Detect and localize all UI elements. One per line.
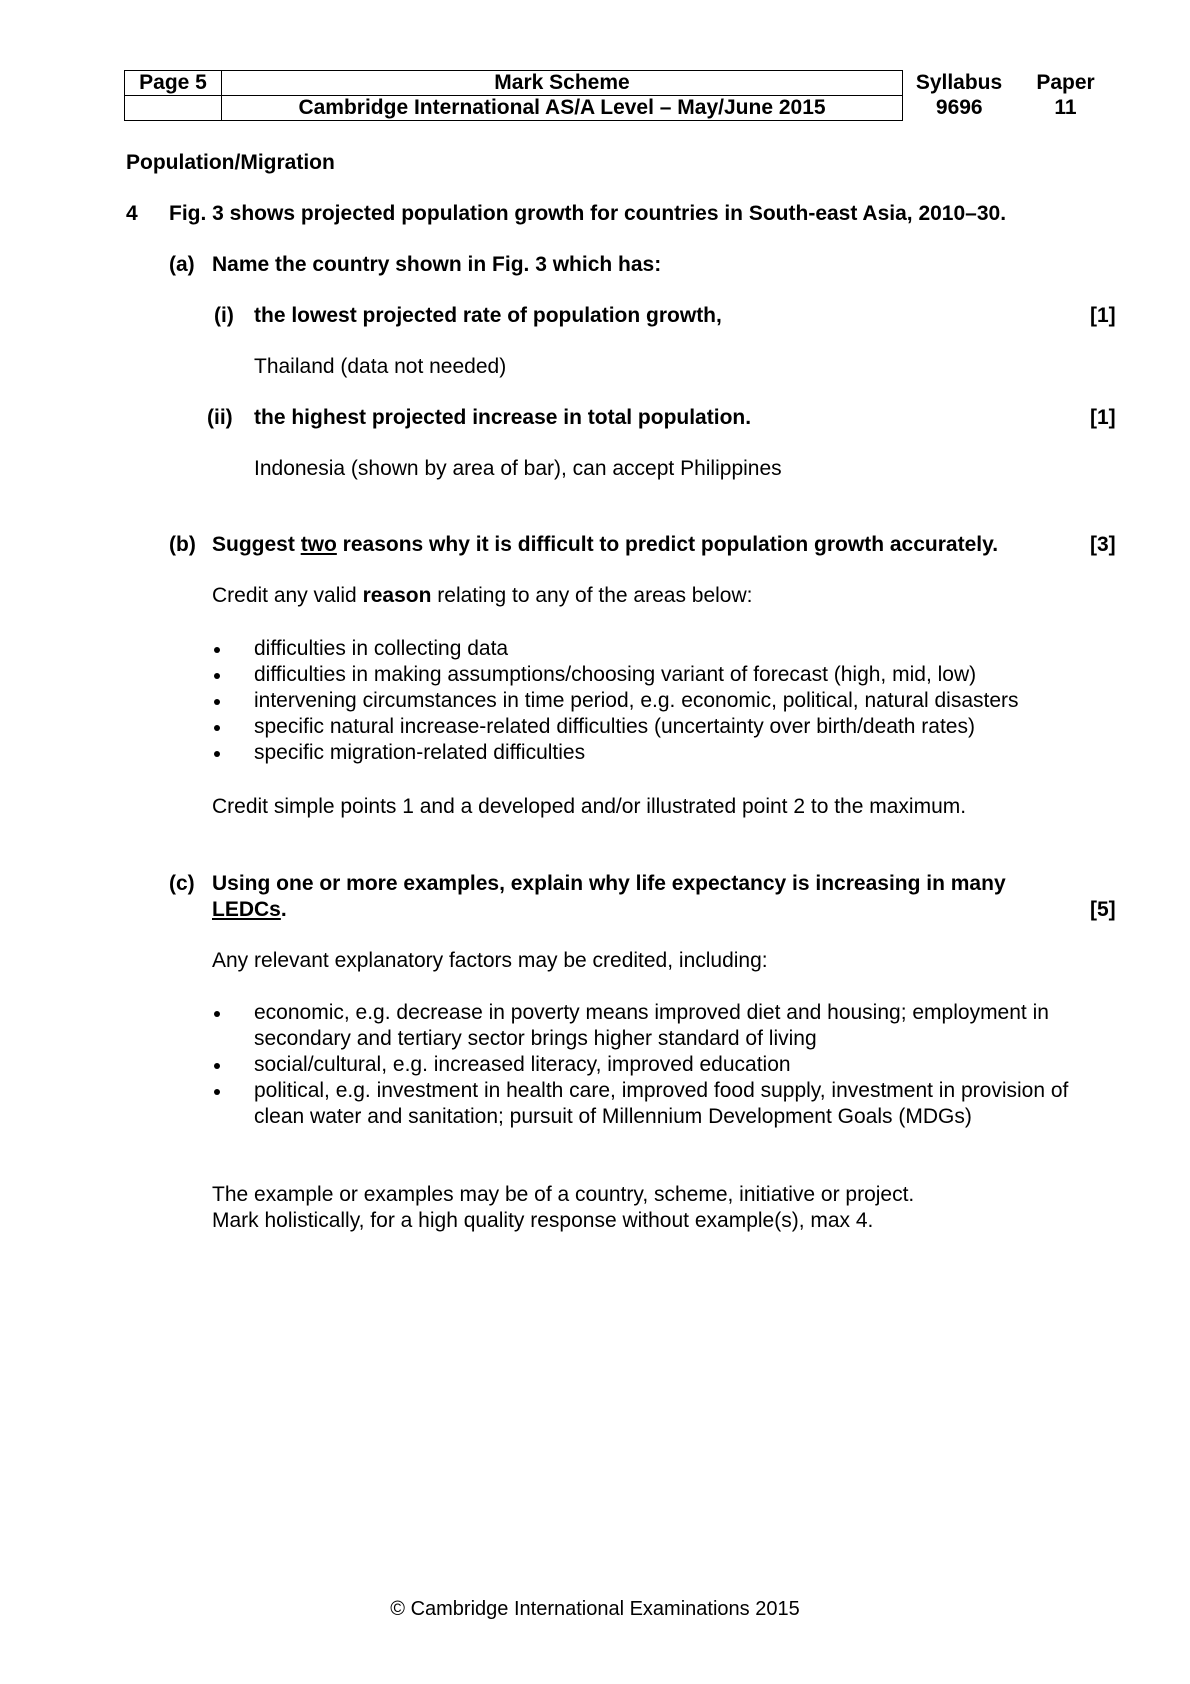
part-a-i-text: the lowest projected rate of population growth, — [254, 304, 722, 327]
part-a-ii-mark: [1] — [1090, 406, 1116, 429]
list-item: difficulties in collecting data — [212, 636, 1019, 662]
list-item: economic, e.g. decrease in poverty means improved diet and housing; employment in secondary and tertiary sector brings higher standard of living — [212, 1000, 1082, 1052]
part-a-ii-answer: Indonesia (shown by area of bar), can accept Philippines — [254, 457, 782, 480]
part-c-intro: Any relevant explanatory factors may be credited, including: — [212, 949, 768, 972]
part-a-label: (a) — [169, 253, 195, 276]
part-b-question: Suggest two reasons why it is difficult to predict population growth accurately. — [212, 533, 999, 556]
part-c-label: (c) — [169, 872, 195, 895]
part-c-bullet-list — [212, 1000, 1082, 1130]
part-b-label: (b) — [169, 533, 196, 556]
list-item: difficulties in making assumptions/choosing variant of forecast (high, mid, low) — [212, 662, 1019, 688]
footer-copyright: © Cambridge International Examinations 2015 — [390, 1598, 800, 1620]
list-item: political, e.g. investment in health care, improved food supply, investment in provision of clean water and sanitation; pursuit of Millennium Development Goals (MDGs) — [212, 1078, 1082, 1130]
part-c-question: Using one or more examples, explain why life expectancy is increasing in many LEDCs. — [212, 872, 1006, 921]
part-a-text: Name the country shown in Fig. 3 which has: — [212, 253, 662, 276]
question-text: Fig. 3 shows projected population growth for countries in South-east Asia, 2010–30. — [169, 202, 1007, 225]
part-b-bullet-list — [212, 636, 1019, 766]
part-c-note-2: Mark holistically, for a high quality response without example(s), max 4. — [212, 1209, 874, 1232]
part-b-note: Credit simple points 1 and a developed and/or illustrated point 2 to the maximum. — [212, 795, 967, 818]
section-title: Population/Migration — [126, 151, 335, 174]
part-a-i-label: (i) — [214, 304, 234, 327]
part-a-i-answer: Thailand (data not needed) — [254, 355, 507, 378]
question-number: 4 — [126, 202, 138, 225]
paper-value: 11 — [1054, 96, 1077, 119]
list-item: intervening circumstances in time period, e.g. economic, political, natural disasters — [212, 688, 1019, 714]
list-item: specific natural increase-related difficulties (uncertainty over birth/death rates) — [212, 714, 1019, 740]
part-c-note-1: The example or examples may be of a country, scheme, initiative or project. — [212, 1183, 915, 1206]
header-empty-cell — [125, 96, 222, 121]
paper-label: Paper — [1036, 71, 1095, 94]
document-title: Mark Scheme — [222, 71, 903, 96]
part-a-i-mark: [1] — [1090, 304, 1116, 327]
part-a-ii-text: the highest projected increase in total population. — [254, 406, 752, 429]
list-item: specific migration-related difficulties — [212, 740, 1019, 766]
part-a-ii-label: (ii) — [207, 406, 233, 429]
document-subtitle: Cambridge International AS/A Level – May/June 2015 — [222, 96, 903, 121]
syllabus-value: 9696 — [935, 96, 983, 119]
list-item: social/cultural, e.g. increased literacy, improved education — [212, 1052, 1082, 1078]
page-number: Page 5 — [125, 71, 222, 96]
syllabus-label: Syllabus — [915, 71, 1003, 94]
part-c-mark: [5] — [1090, 898, 1116, 921]
part-b-intro: Credit any valid reason relating to any of the areas below: — [212, 584, 753, 607]
part-b-mark: [3] — [1090, 533, 1116, 556]
header-table — [124, 70, 1116, 121]
